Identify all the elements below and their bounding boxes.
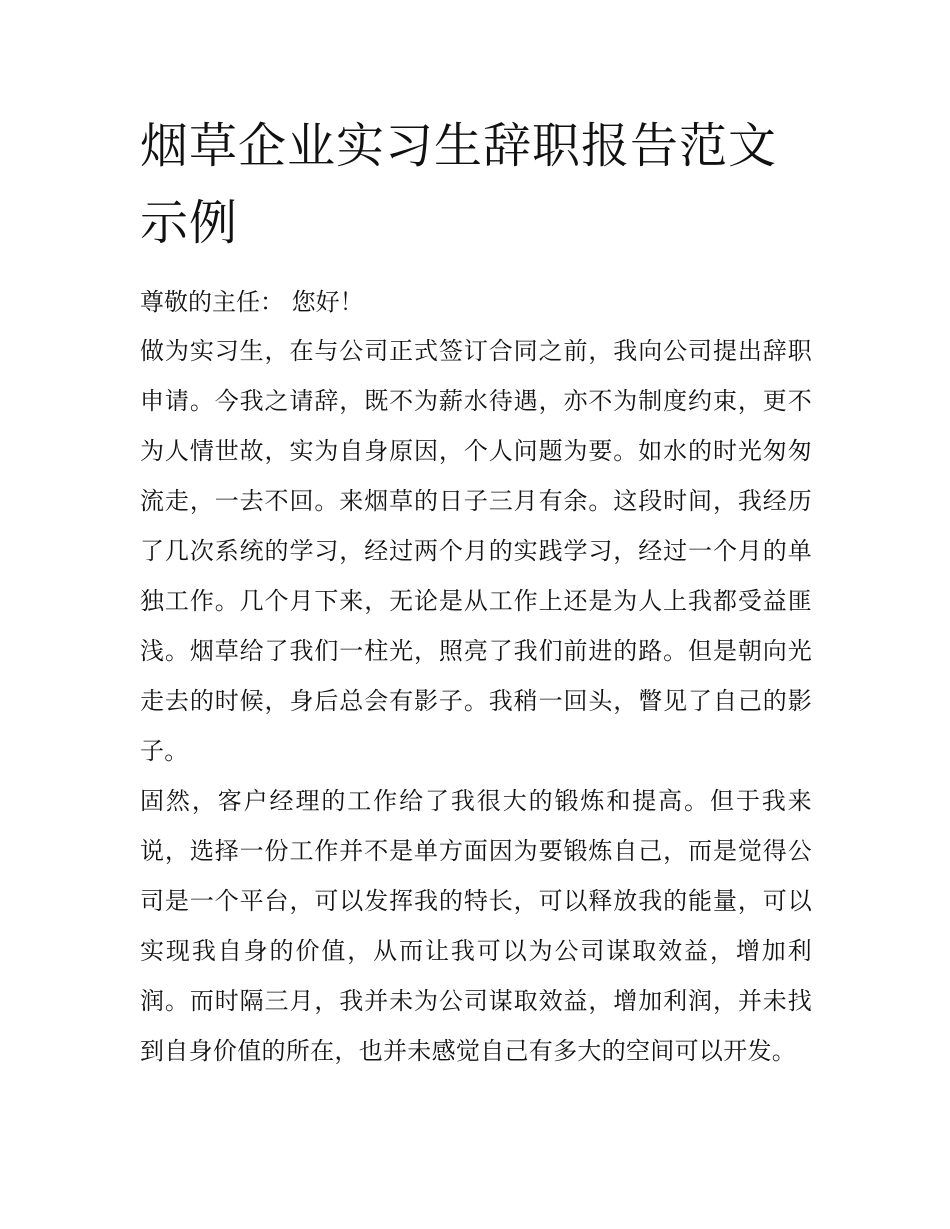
paragraph-2: 固然，客户经理的工作给了我很大的锻炼和提高。但于我来说，选择一份工作并不是单方面因为要锻炼自己，而是觉得公司是一个平台，可以发挥我的特长，可以释放我的能量，可以实现我自身的价值，从而让我可以为公司谋取效益，增加利润。而时隔三月，我并未为公司谋取效益，增加利润，并未找到自身价值的所在，也并未感觉自己有多大的空间可以开发。 [140,787,812,1065]
document-title: 烟草企业实习生辞职报告范文示例 [140,118,778,251]
paragraph-1: 做为实习生，在与公司正式签订合同之前，我向公司提出辞职申请。今我之请辞，既不为薪水待遇，亦不为制度约束，更不为人情世故，实为自身原因，个人问题为要。如水的时光匆匆流走，一去不回。来烟草的日子三月有余。这段时间，我经历了几次系统的学习，经过两个月的实践学习，经过一个月的单独工作。几个月下来，无论是从工作上还是为人上我都受益匪浅。烟草给了我们一柱光，照亮了我们前进的路。但是朝向光走去的时候，身后总会有影子。我稍一回头，瞥见了自己的影子。 [140,337,812,765]
salutation: 尊敬的主任： 您好！ [140,288,364,316]
document-page [140,108,812,1076]
